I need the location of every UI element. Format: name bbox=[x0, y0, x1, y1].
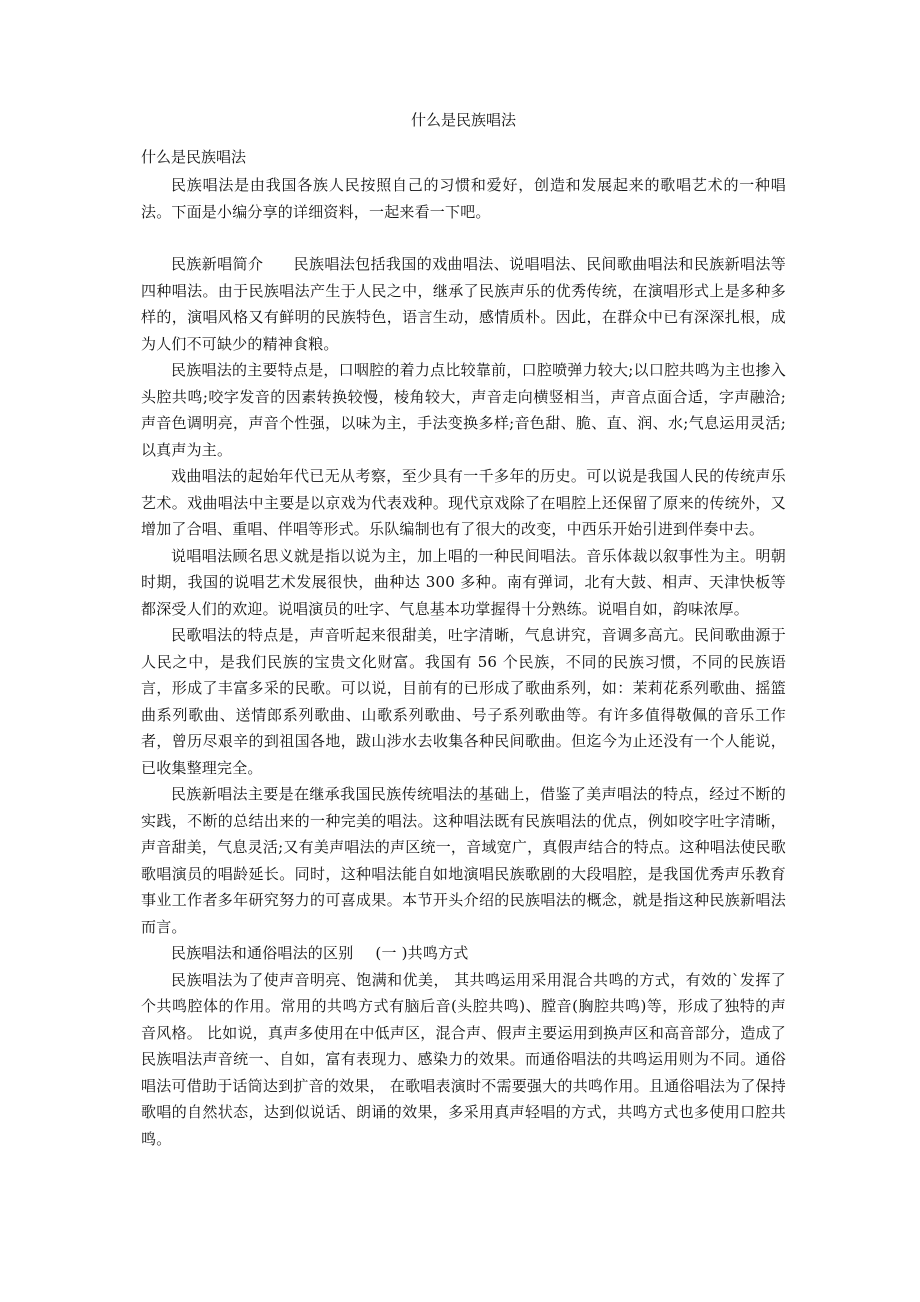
shuochang-paragraph: 说唱唱法顾名思义就是指以说为主，加上唱的一种民间唱法。音乐体裁以叙事性为主。明朝时期，我国的说唱艺术发展很快，曲种达 300 多种。南有弹词，北有大鼓、相声、天津快板等都深受人们的欢迎。说唱演员的吐字、气息基本功掌握得十分熟练。说唱自如，韵味浓厚。 bbox=[141, 546, 786, 618]
new-style-paragraph: 民族新唱法主要是在继承我国民族传统唱法的基础上，借鉴了美声唱法的特点，经过不断的实践，不断的总结出来的一种完美的唱法。这种唱法既有民族唱法的优点，例如咬字吐字清晰，声音甜美，气息灵活;又有美声唱法的声区统一，音域宽广，真假声结合的特点。这种唱法使民歌歌唱演员的唱龄延长。同时，这种唱法能自如地演唱民族歌剧的大段唱腔，是我国优秀声乐教育事业工作者多年研究努力的可喜成果。本节开头介绍的民族唱法的概念，就是指这种民族新唱法而言。 bbox=[141, 785, 786, 936]
section-subhead-resonance: (一 )共鸣方式 bbox=[375, 944, 469, 962]
intro-paragraph: 民族唱法是由我国各族人民按照自己的习惯和爱好，创造和发展起来的歌唱艺术的一种唱法。下面是小编分享的详细资料，一起来看一下吧。 bbox=[141, 176, 786, 221]
opera-paragraph: 戏曲唱法的起始年代已无从考察，至少具有一千多年的历史。可以说是我国人民的传统声乐艺术。戏曲唱法中主要是以京戏为代表戏种。现代京戏除了在唱腔上还保留了原来的传统外，又增加了合唱、重唱、伴唱等形式。乐队编制也有了很大的改变，中西乐开始引进到伴奏中去。 bbox=[141, 467, 786, 538]
section-intro-text: 民族唱法包括我国的戏曲唱法、说唱唱法、民间歌曲唱法和民族新唱法等四种唱法。由于民族唱法产生于人民之中，继承了民族声乐的优秀传统，在演唱形式上是多种多样的，演唱风格又有鲜明的民族特色，语言生动，感情质朴。因此，在群众中已有深深扎根，成为人们不可缺少的精神食粮。 bbox=[141, 255, 787, 353]
section-intro-paragraph bbox=[141, 251, 786, 357]
document-subheading: 什么是民族唱法 bbox=[141, 148, 247, 166]
resonance-paragraph: 民族唱法为了使声音明亮、饱满和优美， 其共鸣运用采用混合共鸣的方式，有效的`发挥了个共鸣腔体的作用。常用的共鸣方式有脑后音(头腔共鸣)、膛音(胸腔共鸣)等，形成了独特的声音风格。 比如说，真声多使用在中低声区，混合声、假声主要运用到换声区和高音部分，造成了民族唱法声音统一、自如，富有表现力、感染力的效果。而通俗唱法的共鸣运用则为不同。通俗唱法可借助于话筒达到扩音的效果， 在歌唱表演时不需要强大的共鸣作用。且通俗唱法为了保持歌唱的自然状态，达到似说话、朗诵的效果，多采用真声轻唱的方式，共鸣方式也多使用口腔共鸣。 bbox=[141, 970, 786, 1148]
document-title: 什么是民族唱法 bbox=[410, 111, 516, 129]
blank-line bbox=[141, 225, 786, 251]
section-heading-intro: 民族新唱简介 bbox=[171, 255, 264, 273]
folk-paragraph: 民歌唱法的特点是，声音听起来很甜美，吐字清晰，气息讲究，音调多高亢。民间歌曲源于人民之中，是我们民族的宝贵文化财富。我国有 56 个民族，不同的民族习惯，不同的民族语言，形成了丰富多采的民歌。可以说，目前有的已形成了歌曲系列，如：茉莉花系列歌曲、摇篮曲系列歌曲、送情郎系列歌曲、山歌系列歌曲、号子系列歌曲等。有许多值得敬佩的音乐工作者，曾历尽艰辛的到祖国各地，跋山涉水去收集各种民间歌曲。但迄今为止还没有一个人能说，已收集整理完全。 bbox=[141, 626, 786, 777]
features-paragraph: 民族唱法的主要特点是，口咽腔的着力点比较靠前，口腔喷弹力较大;以口腔共鸣为主也掺入头腔共鸣;咬字发音的因素转换较慢，棱角较大，声音走向横竖相当，声音点面合适，字声融洽;声音色调明亮，声音个性强，以味为主，手法变换多样;音色甜、脆、直、润、水;气息运用灵活;以真声为主。 bbox=[141, 361, 786, 459]
section-heading-difference: 民族唱法和通俗唱法的区别 bbox=[171, 944, 354, 962]
document-page bbox=[141, 110, 786, 1152]
difference-heading-line bbox=[141, 940, 786, 967]
